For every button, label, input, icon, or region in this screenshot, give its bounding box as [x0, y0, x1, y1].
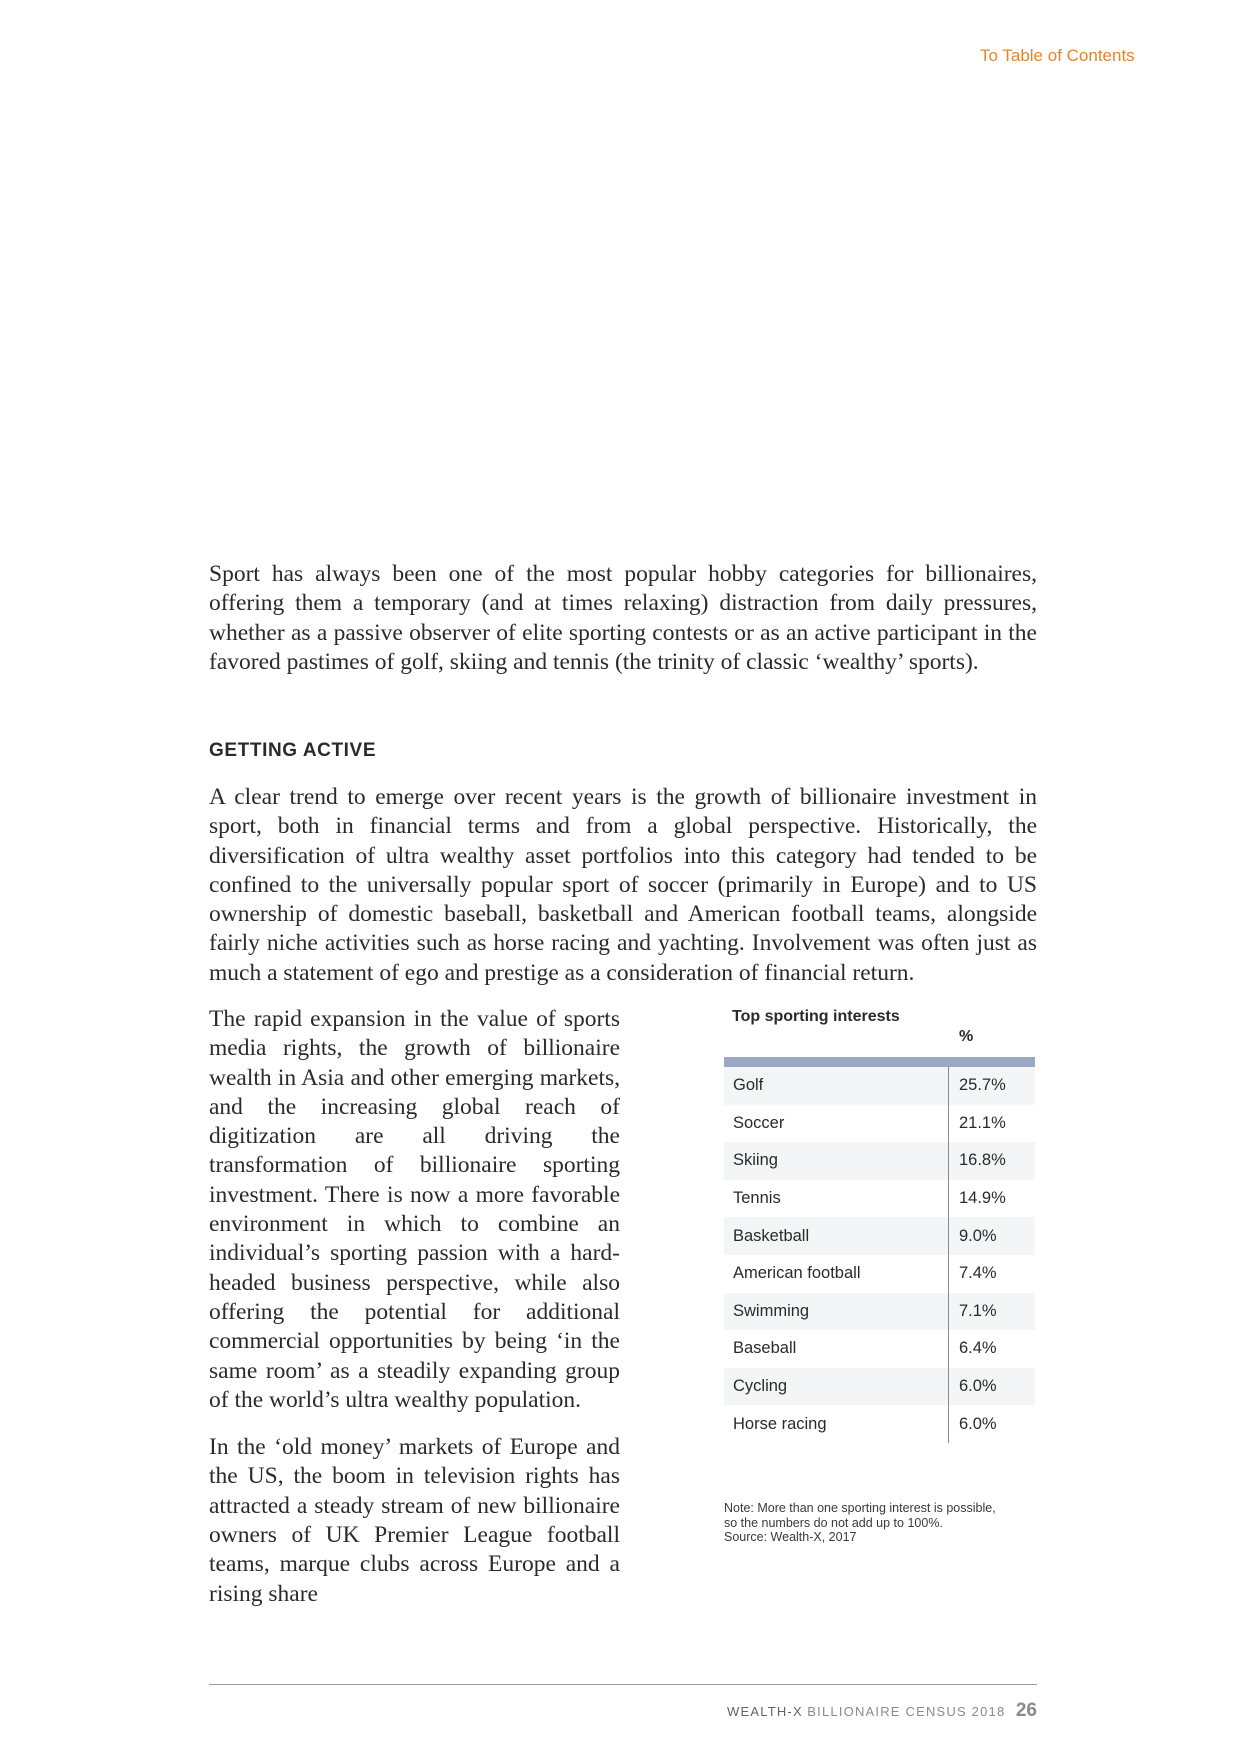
table-of-contents-link[interactable]: To Table of Contents — [980, 46, 1135, 65]
table-row — [724, 1368, 1035, 1406]
table-header-percent: % — [959, 1028, 974, 1045]
footer — [727, 1700, 1037, 1722]
table-cell-percent: 6.0% — [959, 1414, 997, 1433]
table-header-interest: Top sporting interests — [732, 1008, 900, 1025]
footer-divider — [209, 1684, 1037, 1685]
table-cell-sport: Tennis — [724, 1180, 949, 1218]
table-cell-sport: Cycling — [724, 1368, 949, 1406]
table-cell-sport: Horse racing — [724, 1405, 949, 1443]
table-cell-sport: American football — [724, 1255, 949, 1293]
table-row — [724, 1180, 1035, 1218]
table-cell-sport: Swimming — [724, 1293, 949, 1331]
table-cell-percent: 25.7% — [959, 1076, 1006, 1095]
left-column — [209, 1005, 620, 1627]
footer-census-title: BILLIONAIRE CENSUS 2018 — [807, 1704, 1006, 1719]
table-body — [724, 1067, 1035, 1443]
note-source: Source: Wealth-X, 2017 — [724, 1530, 857, 1544]
table-cell-percent: 21.1% — [959, 1113, 1006, 1132]
table-row — [724, 1105, 1035, 1143]
note-line-2: so the numbers do not add up to 100%. — [724, 1515, 943, 1530]
note-line-1: Note: More than one sporting interest is possible, — [724, 1501, 996, 1515]
page-number: 26 — [1015, 1700, 1037, 1721]
body-paragraph-2: The rapid expansion in the value of sports media rights, the growth of billionaire wealth in Asia and other emerging markets, and the increasing global reach of digitization are all driving the transformation of billionaire sporting investment. There is now a more favorable environment in which to combine an individual’s sporting passion with a hard-headed business perspective, while also offering the potential for additional commercial opportunities by being ‘in the same room’ as a steadily expanding group of the world’s ultra wealthy population. — [209, 1006, 620, 1413]
table-row — [724, 1142, 1035, 1180]
table-row — [724, 1217, 1035, 1255]
table-row — [724, 1405, 1035, 1443]
table-cell-sport: Golf — [724, 1067, 949, 1105]
table-cell-percent: 9.0% — [959, 1226, 997, 1245]
table-cell-percent: 16.8% — [959, 1151, 1006, 1170]
table-row — [724, 1293, 1035, 1331]
table-row — [724, 1067, 1035, 1105]
table-cell-sport: Soccer — [724, 1105, 949, 1143]
body-paragraph-3: In the ‘old money’ markets of Europe and the US, the boom in television rights has attracted a steady stream of new billionaire owners of UK Premier League football teams, marque clubs across Europe and a rising share — [209, 1434, 620, 1607]
sporting-interests-table — [724, 1007, 1035, 1443]
table-cell-sport: Skiing — [724, 1142, 949, 1180]
table-row — [724, 1330, 1035, 1368]
section-heading: GETTING ACTIVE — [209, 740, 377, 761]
table-cell-percent: 7.4% — [959, 1264, 997, 1283]
table-cell-percent: 6.0% — [959, 1377, 997, 1396]
table-cell-percent: 6.4% — [959, 1339, 997, 1358]
table-header-bar — [724, 1057, 1035, 1067]
intro-paragraph: Sport has always been one of the most popular hobby categories for billionaires, offering them a temporary (and at times relaxing) distraction from daily pressures, whether as a passive observer of elite sporting contests or as an active participant in the favored pastimes of golf, skiing and tennis (the trinity of classic ‘wealthy’ sports). — [209, 561, 1037, 675]
table-note — [724, 1501, 1044, 1545]
table-header — [724, 1007, 1035, 1057]
table-row — [724, 1255, 1035, 1293]
table-cell-sport: Baseball — [724, 1330, 949, 1368]
table-cell-percent: 14.9% — [959, 1189, 1006, 1208]
footer-brand: WEALTH-X — [727, 1704, 803, 1719]
table-cell-percent: 7.1% — [959, 1301, 997, 1320]
table-cell-sport: Basketball — [724, 1217, 949, 1255]
body-paragraph-1: A clear trend to emerge over recent years is the growth of billionaire investment in sport, both in financial terms and from a global perspective. Historically, the diversification of ultra wealthy asset portfolios into this category had tended to be confined to the universally popular sport of soccer (primarily in Europe) and to US ownership of domestic baseball, basketball and American football teams, alongside fairly niche activities such as horse racing and yachting. Involvement was often just as much a statement of ego and prestige as a consideration of financial return. — [209, 784, 1037, 986]
